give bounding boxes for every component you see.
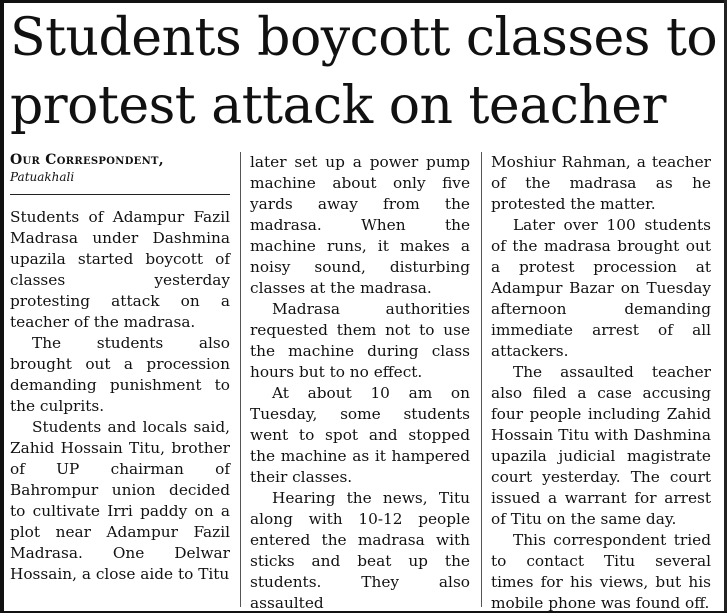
frame-left-border <box>0 0 4 613</box>
article-column-1 <box>10 207 230 585</box>
article-column-2 <box>250 152 470 614</box>
article-column-3 <box>491 152 711 614</box>
column-divider-1 <box>240 152 241 607</box>
headline-line-1: Students boycott classes to <box>10 8 718 68</box>
byline-author: Our Correspondent, <box>10 152 164 168</box>
paragraph: Moshiur Rahman, a teacher of the madrasa as he protested the matter. <box>491 153 711 213</box>
column-divider-2 <box>481 152 482 607</box>
paragraph: Later over 100 students of the madrasa brought out a protest procession at Adampur Bazar on Tuesday afternoon demanding immediate arrest of all attackers. <box>491 216 711 360</box>
paragraph: Hearing the news, Titu along with 10-12 people entered the madrasa with sticks and beat up the students. They also assaulted <box>250 489 470 612</box>
byline-location: Patuakhali <box>10 170 75 184</box>
paragraph: At about 10 am on Tuesday, some students went to spot and stopped the machine as it hampered their classes. <box>250 384 470 486</box>
paragraph: Students and locals said, Zahid Hossain Titu, brother of UP chairman of Bahrompur union decided to cultivate Irri paddy on a plot near Adampur Fazil Madrasa. One Delwar Hossain, a close aide to Titu <box>10 418 230 583</box>
paragraph: The students also brought out a procession demanding punishment to the culprits. <box>10 334 230 415</box>
paragraph: later set up a power pump machine about only five yards away from the madrasa. When the machine runs, it makes a noisy sound, disturbing classes at the madrasa. <box>250 153 470 297</box>
byline <box>10 152 230 185</box>
byline-rule <box>10 194 230 195</box>
paragraph: The assaulted teacher also filed a case accusing four people including Zahid Hossain Titu with Dashmina upazila judicial magistrate court yesterday. The court issued a warrant for arrest of Titu on the same day. <box>491 363 711 528</box>
paragraph: Madrasa authorities requested them not to use the machine during class hours but to no effect. <box>250 300 470 381</box>
paragraph: This correspondent tried to contact Titu several times for his views, but his mobile phone was found off. <box>491 531 711 612</box>
headline <box>10 4 718 140</box>
paragraph: Students of Adampur Fazil Madrasa under Dashmina upazila started boycott of classes yesterday protesting attack on a teacher of the madrasa. <box>10 208 230 331</box>
frame-top-border <box>0 0 727 3</box>
headline-line-2: protest attack on teacher <box>10 76 666 136</box>
